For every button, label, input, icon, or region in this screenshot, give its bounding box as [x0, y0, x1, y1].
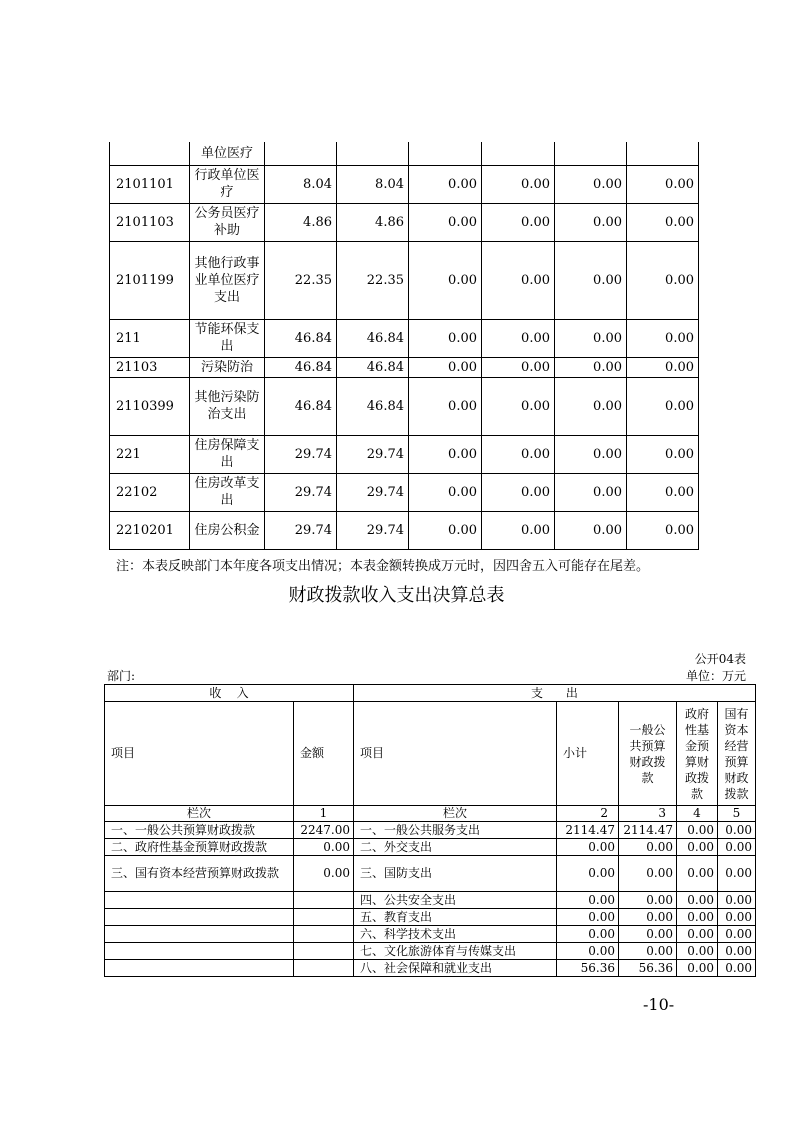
column-header-item: 项目 [105, 702, 294, 806]
value-cell: 8.04 [265, 165, 337, 203]
general-budget-value: 2114.47 [619, 822, 677, 839]
value-cell: 4.86 [337, 203, 409, 241]
value-cell: 0.00 [555, 241, 627, 319]
code-cell: 2210201 [110, 511, 190, 549]
code-cell: 21103 [110, 357, 190, 377]
value-cell: 29.74 [265, 511, 337, 549]
unit-label: 单位：万元 [685, 669, 746, 683]
column-header-subtotal: 小计 [557, 702, 619, 806]
value-cell: 0.00 [627, 511, 699, 549]
column-header-amount: 金额 [294, 702, 354, 806]
subtotal-value: 0.00 [557, 943, 619, 960]
code-cell [110, 142, 190, 165]
expense-item: 五、教育支出 [354, 909, 557, 926]
income-header: 收 入 [105, 685, 354, 702]
value-cell: 0.00 [627, 203, 699, 241]
value-cell: 46.84 [337, 377, 409, 435]
subtotal-value: 0.00 [557, 892, 619, 909]
name-cell: 住房改革支出 [190, 473, 265, 511]
page-title: 财政拨款收入支出决算总表 [288, 585, 505, 606]
table-row [110, 435, 699, 473]
soe-budget-value: 0.00 [718, 943, 756, 960]
value-cell: 4.86 [265, 203, 337, 241]
table-row [105, 909, 756, 926]
value-cell: 0.00 [555, 473, 627, 511]
column-header-soe-budget: 国有资本经营预算财政拨款 [718, 702, 756, 806]
value-cell: 0.00 [482, 511, 555, 549]
value-cell: 0.00 [482, 203, 555, 241]
value-cell: 0.00 [482, 165, 555, 203]
value-cell: 29.74 [337, 473, 409, 511]
page-number: -10- [643, 995, 675, 1014]
value-cell: 0.00 [482, 435, 555, 473]
value-cell: 22.35 [265, 241, 337, 319]
value-cell: 0.00 [555, 203, 627, 241]
index-number: 5 [718, 806, 756, 822]
soe-budget-value: 0.00 [718, 822, 756, 839]
subtotal-value: 0.00 [557, 856, 619, 892]
subtotal-value: 0.00 [557, 839, 619, 856]
soe-budget-value: 0.00 [718, 856, 756, 892]
subtotal-value: 0.00 [557, 926, 619, 943]
value-cell: 22.35 [337, 241, 409, 319]
value-cell: 0.00 [482, 473, 555, 511]
value-cell: 0.00 [409, 435, 482, 473]
value-cell: 0.00 [482, 357, 555, 377]
table-row [110, 357, 699, 377]
table-row [105, 892, 756, 909]
column-header-fund-budget: 政府性基金预算财政拨款 [677, 702, 718, 806]
column-header-row [105, 702, 756, 806]
table-row [110, 377, 699, 435]
code-cell: 2101199 [110, 241, 190, 319]
value-cell: 8.04 [337, 165, 409, 203]
subtotal-value: 0.00 [557, 909, 619, 926]
income-item [105, 943, 294, 960]
value-cell: 0.00 [627, 165, 699, 203]
income-item: 三、国有资本经营预算财政拨款 [105, 856, 294, 892]
general-budget-value: 0.00 [619, 892, 677, 909]
value-cell: 0.00 [409, 319, 482, 357]
index-label: 栏次 [105, 806, 294, 822]
code-cell: 2110399 [110, 377, 190, 435]
fiscal-summary-table [104, 684, 756, 977]
form-number: 公开04表 [694, 652, 746, 666]
name-cell: 住房公积金 [190, 511, 265, 549]
fund-budget-value: 0.00 [677, 839, 718, 856]
header-row [105, 685, 756, 702]
table-row [110, 241, 699, 319]
fund-budget-value: 0.00 [677, 943, 718, 960]
name-cell: 公务员医疗补助 [190, 203, 265, 241]
table-row [105, 926, 756, 943]
index-number: 2 [557, 806, 619, 822]
income-item [105, 909, 294, 926]
value-cell: 46.84 [265, 377, 337, 435]
fund-budget-value: 0.00 [677, 909, 718, 926]
index-number: 4 [677, 806, 718, 822]
name-cell: 单位医疗 [190, 142, 265, 165]
value-cell: 0.00 [409, 165, 482, 203]
value-cell: 0.00 [555, 319, 627, 357]
income-amount [294, 926, 354, 943]
value-cell: 46.84 [337, 357, 409, 377]
value-cell: 0.00 [555, 511, 627, 549]
income-amount [294, 943, 354, 960]
code-cell: 221 [110, 435, 190, 473]
general-budget-value: 0.00 [619, 839, 677, 856]
table-row [110, 511, 699, 549]
value-cell: 0.00 [555, 357, 627, 377]
value-cell: 0.00 [555, 435, 627, 473]
value-cell: 0.00 [409, 357, 482, 377]
subtotal-value: 56.36 [557, 960, 619, 977]
value-cell: 46.84 [337, 319, 409, 357]
value-cell: 0.00 [482, 377, 555, 435]
index-label: 栏次 [354, 806, 557, 822]
table-row [105, 943, 756, 960]
income-item [105, 926, 294, 943]
code-cell: 22102 [110, 473, 190, 511]
income-amount [294, 909, 354, 926]
income-amount: 0.00 [294, 839, 354, 856]
soe-budget-value: 0.00 [718, 926, 756, 943]
expenditure-table-continued [109, 142, 699, 550]
value-cell: 0.00 [482, 241, 555, 319]
name-cell: 污染防治 [190, 357, 265, 377]
code-cell: 2101103 [110, 203, 190, 241]
name-cell: 其他行政事业单位医疗支出 [190, 241, 265, 319]
expense-item: 三、国防支出 [354, 856, 557, 892]
fund-budget-value: 0.00 [677, 960, 718, 977]
value-cell: 29.74 [337, 435, 409, 473]
value-cell [555, 142, 627, 165]
department-label: 部门: [107, 669, 136, 683]
general-budget-value: 0.00 [619, 926, 677, 943]
income-item [105, 960, 294, 977]
fund-budget-value: 0.00 [677, 892, 718, 909]
value-cell: 29.74 [265, 435, 337, 473]
index-number: 1 [294, 806, 354, 822]
fund-budget-value: 0.00 [677, 822, 718, 839]
income-amount: 0.00 [294, 856, 354, 892]
value-cell: 0.00 [627, 241, 699, 319]
expense-item: 八、社会保障和就业支出 [354, 960, 557, 977]
value-cell: 0.00 [627, 473, 699, 511]
table-row [110, 165, 699, 203]
general-budget-value: 56.36 [619, 960, 677, 977]
name-cell: 住房保障支出 [190, 435, 265, 473]
table-note: 注：本表反映部门本年度各项支出情况；本表金额转换成万元时，因四舍五入可能存在尾差。 [116, 559, 650, 574]
value-cell: 0.00 [482, 319, 555, 357]
value-cell: 0.00 [555, 377, 627, 435]
table-row [105, 960, 756, 977]
soe-budget-value: 0.00 [718, 909, 756, 926]
table-row [105, 822, 756, 839]
value-cell: 0.00 [409, 203, 482, 241]
expense-header: 支 出 [354, 685, 756, 702]
table-row [105, 856, 756, 892]
table-row [110, 319, 699, 357]
value-cell: 46.84 [265, 357, 337, 377]
code-cell: 2101101 [110, 165, 190, 203]
value-cell: 0.00 [409, 377, 482, 435]
value-cell: 0.00 [627, 435, 699, 473]
value-cell [627, 142, 699, 165]
income-amount: 2247.00 [294, 822, 354, 839]
income-amount [294, 960, 354, 977]
name-cell: 行政单位医疗 [190, 165, 265, 203]
soe-budget-value: 0.00 [718, 960, 756, 977]
value-cell: 0.00 [409, 473, 482, 511]
value-cell: 29.74 [337, 511, 409, 549]
name-cell: 其他污染防治支出 [190, 377, 265, 435]
value-cell: 0.00 [627, 357, 699, 377]
value-cell: 0.00 [409, 241, 482, 319]
value-cell: 0.00 [627, 319, 699, 357]
value-cell [409, 142, 482, 165]
general-budget-value: 0.00 [619, 909, 677, 926]
value-cell: 0.00 [627, 377, 699, 435]
value-cell [482, 142, 555, 165]
fund-budget-value: 0.00 [677, 856, 718, 892]
value-cell [337, 142, 409, 165]
expense-item: 二、外交支出 [354, 839, 557, 856]
table-row [110, 203, 699, 241]
value-cell: 46.84 [265, 319, 337, 357]
column-header-general-budget: 一般公共预算财政拨款 [619, 702, 677, 806]
expense-item: 一、一般公共服务支出 [354, 822, 557, 839]
expense-item: 七、文化旅游体育与传媒支出 [354, 943, 557, 960]
soe-budget-value: 0.00 [718, 892, 756, 909]
income-item [105, 892, 294, 909]
value-cell [265, 142, 337, 165]
value-cell: 29.74 [265, 473, 337, 511]
name-cell: 节能环保支出 [190, 319, 265, 357]
soe-budget-value: 0.00 [718, 839, 756, 856]
value-cell: 0.00 [409, 511, 482, 549]
income-item: 二、政府性基金预算财政拨款 [105, 839, 294, 856]
value-cell: 0.00 [555, 165, 627, 203]
general-budget-value: 0.00 [619, 943, 677, 960]
subtotal-value: 2114.47 [557, 822, 619, 839]
table-row [110, 142, 699, 165]
fund-budget-value: 0.00 [677, 926, 718, 943]
table-row [110, 473, 699, 511]
income-item: 一、一般公共预算财政拨款 [105, 822, 294, 839]
column-header-item: 项目 [354, 702, 557, 806]
index-number: 3 [619, 806, 677, 822]
table-row [105, 839, 756, 856]
expense-item: 六、科学技术支出 [354, 926, 557, 943]
index-row [105, 806, 756, 822]
income-amount [294, 892, 354, 909]
code-cell: 211 [110, 319, 190, 357]
general-budget-value: 0.00 [619, 856, 677, 892]
expense-item: 四、公共安全支出 [354, 892, 557, 909]
